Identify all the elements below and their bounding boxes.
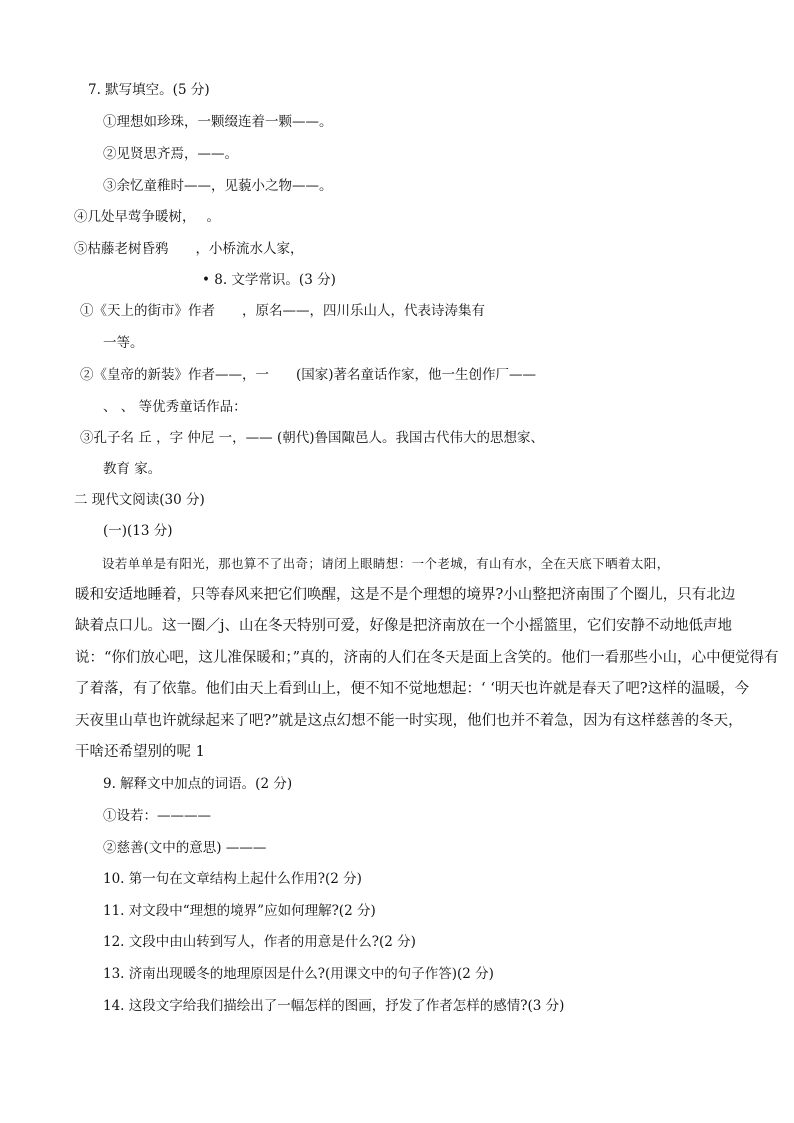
question-11: 11. 对文段中“理想的境界”应如何理解?(2 分): [103, 903, 376, 919]
passage-line-4: 说：“你们放心吧，这儿准保暖和；”真的，济南的人们在冬天是面上含笑的。他们一看那些小山，心中便觉得有: [75, 649, 779, 666]
question-9: 9. 解释文中加点的词语。(2 分): [103, 776, 293, 792]
passage-line-7: 干啥还希望别的呢 1: [75, 744, 205, 760]
q7-item-5: ⑤枯藤老树昏鸦 ，小桥流水人家，: [74, 241, 304, 257]
q7-item-2: ②见贤思齐焉，——。: [103, 146, 238, 162]
question-10: 10. 第一句在文章结构上起什么作用?(2 分): [103, 871, 362, 887]
q8-line-1: ①《天上的街市》作者 ，原名——，四川乐山人，代表诗涛集有: [80, 303, 485, 319]
q7-item-3: ③余忆童稚时——，见藐小之物——。: [103, 178, 333, 194]
question-12: 12. 文段中由山转到写人，作者的用意是什么?(2 分): [103, 934, 416, 950]
q8-line-2: 一等。: [103, 335, 144, 351]
question-13: 13. 济南出现暖冬的地理原因是什么?(用课文中的句子作答)(2 分): [103, 966, 494, 982]
section-2-title: 二 现代文阅读(30 分): [74, 492, 205, 508]
q8-title: • 8. 文学常识。(3 分): [202, 272, 336, 288]
q8-line-6: 教育 家。: [103, 461, 162, 477]
passage-line-6: 天夜里山草也许就绿起来了吧?”就是这点幻想不能一时实现，他们也并不着急，因为有这样慈善的冬天，: [75, 712, 743, 729]
q7-item-4: ④几处早莺争暖树， 。: [74, 209, 221, 225]
question-14: 14. 这段文字给我们描绘出了一幅怎样的图画，抒发了作者怎样的感情?(3 分): [103, 998, 565, 1014]
reading-passage: [75, 548, 779, 769]
question-9-item-2: ②慈善(文中的意思) ———: [103, 840, 267, 856]
q8-line-3: ②《皇帝的新装》作者——，一 (国家)著名童话作家，他一生创作厂——: [80, 367, 537, 383]
q7-item-1: ①理想如珍珠，一颗缀连着一颗——。: [103, 114, 333, 130]
passage-line-1: 设若单单是有阳光，那也算不了出奇；请闭上眼睛想：一个老城，有山有水，全在天底下晒着太阳，: [102, 556, 670, 571]
question-9-item-1: ①设若：————: [103, 808, 211, 824]
q8-line-5: ③孔子名 丘 ，字 仲尼 一，—— (朝代)鲁国陬邑人。我国古代伟大的思想家、: [80, 430, 544, 446]
passage-line-5: 了着落，有了依靠。他们由天上看到山上，便不知不觉地想起：‘ ‘明天也许就是春天了吧?这样的温暖，今: [75, 681, 750, 697]
q7-title: 7. 默写填空。(5 分): [88, 82, 210, 98]
q8-line-4: 、 、 等优秀童话作品：: [103, 399, 247, 415]
part-1-title: (一)(13 分): [103, 523, 173, 539]
passage-line-3: 缺着点口儿。这一圈／j、山在冬天特别可爱，好像是把济南放在一个小摇篮里，它们安静不动地低声地: [75, 618, 732, 634]
passage-line-2: 暖和安适地睡着，只等春风来把它们唤醒，这是不是个理想的境界?小山整把济南围了个圈儿，只有北边: [75, 586, 736, 603]
